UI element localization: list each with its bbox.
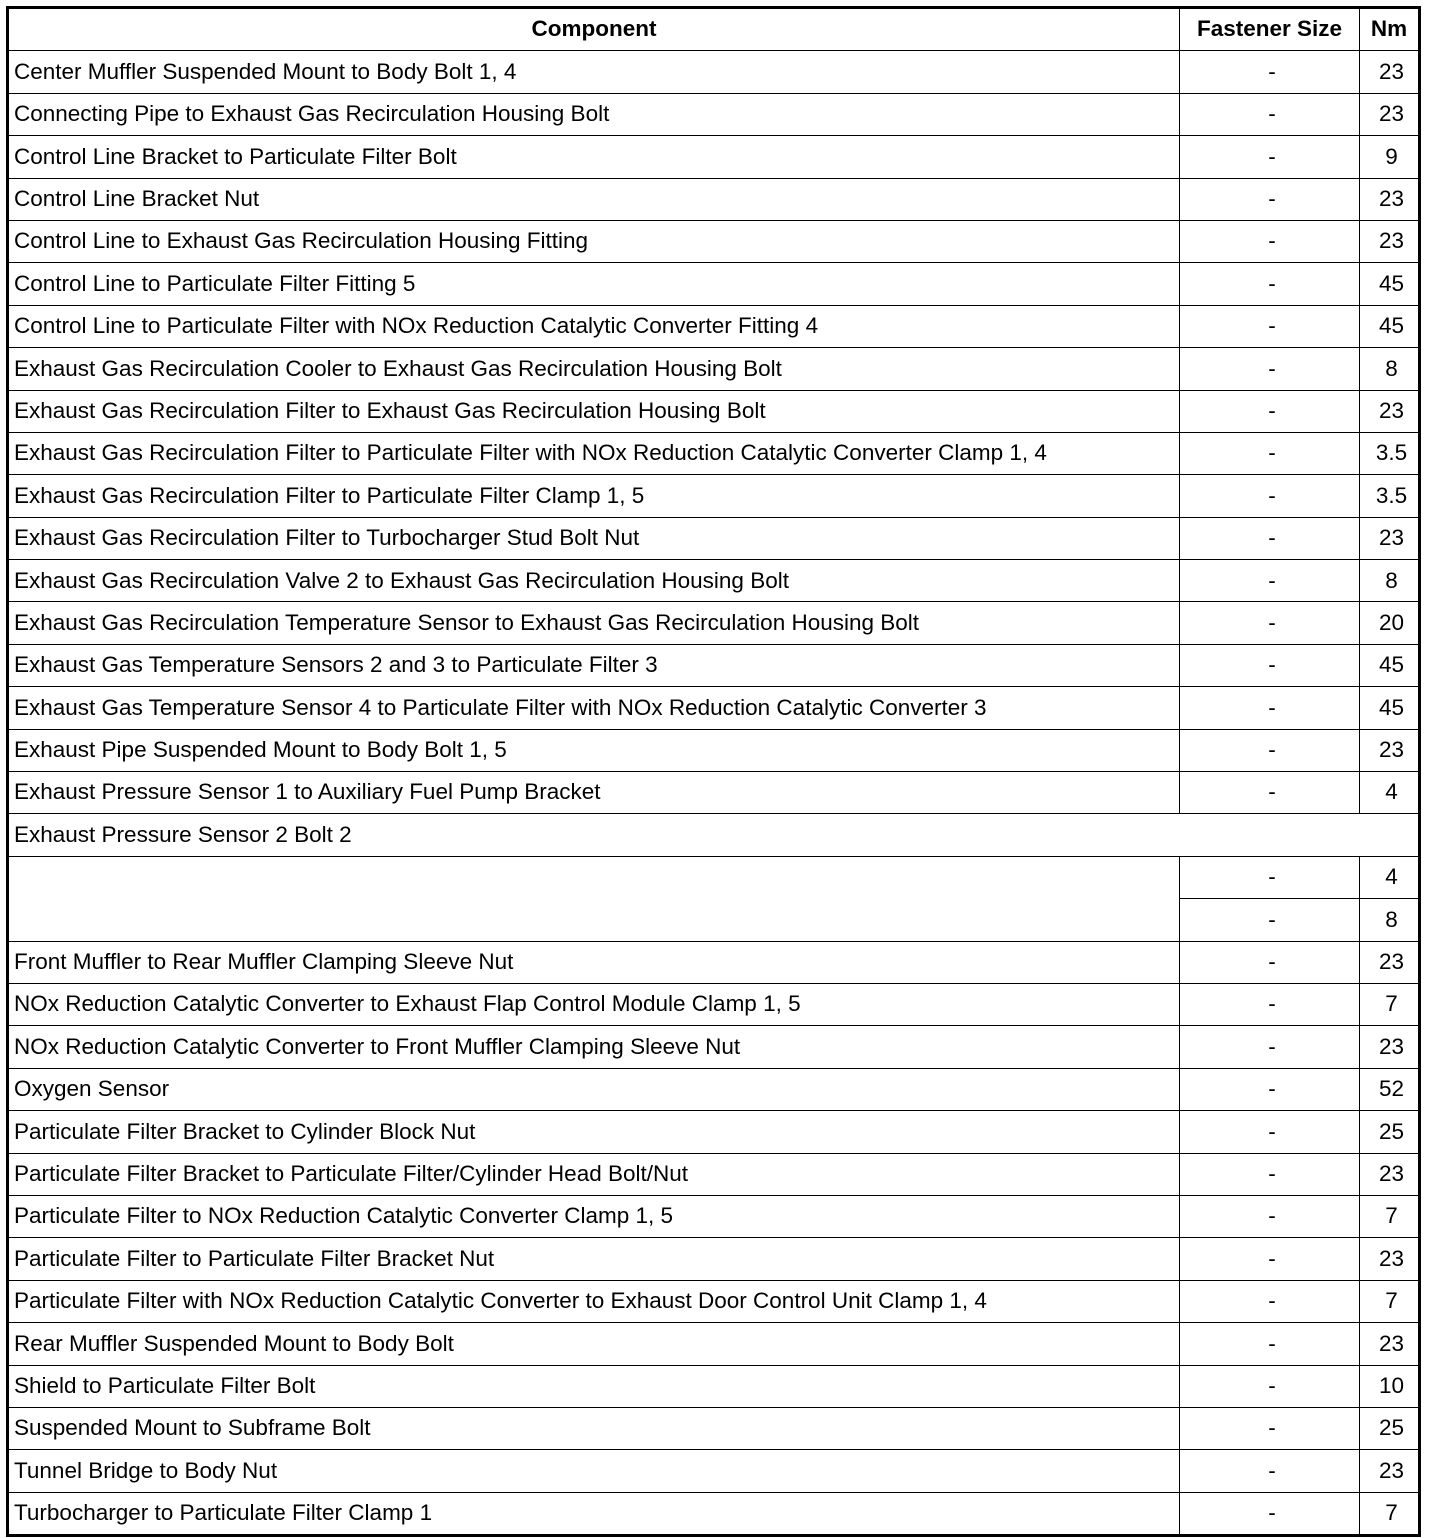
- component-cell: Rear Muffler Suspended Mount to Body Bolt: [8, 1323, 1180, 1365]
- component-cell: Control Line Bracket to Particulate Filter Bolt: [8, 136, 1180, 178]
- torque-nm-cell: 4: [1360, 772, 1420, 814]
- torque-nm-cell: 23: [1360, 1450, 1420, 1492]
- table-row: [8, 1492, 1420, 1535]
- torque-nm-cell: 8: [1360, 899, 1420, 941]
- component-cell: Exhaust Gas Recirculation Filter to Turbocharger Stud Bolt Nut: [8, 517, 1180, 559]
- table-row: [8, 1280, 1420, 1322]
- component-cell: Control Line Bracket Nut: [8, 178, 1180, 220]
- torque-nm-cell: 9: [1360, 136, 1420, 178]
- fastener-size-cell: -: [1180, 51, 1360, 93]
- table-row: [8, 432, 1420, 474]
- component-cell: Oxygen Sensor: [8, 1068, 1180, 1110]
- fastener-size-cell: -: [1180, 1450, 1360, 1492]
- torque-nm-cell: 23: [1360, 178, 1420, 220]
- component-cell: Exhaust Gas Recirculation Valve 2 to Exhaust Gas Recirculation Housing Bolt: [8, 560, 1180, 602]
- fastener-size-cell: -: [1180, 983, 1360, 1025]
- torque-nm-cell: 52: [1360, 1068, 1420, 1110]
- component-cell: Control Line to Exhaust Gas Recirculation Housing Fitting: [8, 220, 1180, 262]
- torque-nm-cell: 25: [1360, 1111, 1420, 1153]
- table-row: [8, 1323, 1420, 1365]
- component-cell: Exhaust Gas Temperature Sensor 4 to Particulate Filter with NOx Reduction Catalytic Converter 3: [8, 687, 1180, 729]
- torque-nm-cell: 23: [1360, 1153, 1420, 1195]
- torque-spec-table: [6, 6, 1421, 1537]
- torque-nm-cell: 23: [1360, 1323, 1420, 1365]
- torque-nm-cell: 45: [1360, 263, 1420, 305]
- table-row: [8, 687, 1420, 729]
- component-cell: NOx Reduction Catalytic Converter to Front Muffler Clamping Sleeve Nut: [8, 1026, 1180, 1068]
- component-cell: Exhaust Gas Recirculation Filter to Particulate Filter Clamp 1, 5: [8, 475, 1180, 517]
- component-cell: Exhaust Gas Temperature Sensors 2 and 3 to Particulate Filter 3: [8, 644, 1180, 686]
- component-cell: Particulate Filter Bracket to Cylinder Block Nut: [8, 1111, 1180, 1153]
- table-row: [8, 305, 1420, 347]
- torque-nm-cell: 25: [1360, 1407, 1420, 1449]
- torque-nm-cell: 23: [1360, 729, 1420, 771]
- torque-nm-cell: 7: [1360, 1195, 1420, 1237]
- table-row: [8, 51, 1420, 93]
- fastener-size-cell: -: [1180, 687, 1360, 729]
- torque-nm-cell: 3.5: [1360, 475, 1420, 517]
- torque-nm-cell: 23: [1360, 1238, 1420, 1280]
- header-row: [8, 8, 1420, 51]
- torque-nm-cell: 7: [1360, 983, 1420, 1025]
- fastener-size-cell: -: [1180, 1280, 1360, 1322]
- torque-nm-cell: 23: [1360, 517, 1420, 559]
- component-cell: Particulate Filter to Particulate Filter Bracket Nut: [8, 1238, 1180, 1280]
- fastener-size-cell: -: [1180, 136, 1360, 178]
- table-row: [8, 644, 1420, 686]
- component-cell: Exhaust Gas Recirculation Filter to Exhaust Gas Recirculation Housing Bolt: [8, 390, 1180, 432]
- group-sub-row: [8, 856, 1420, 898]
- component-cell: Connecting Pipe to Exhaust Gas Recirculation Housing Bolt: [8, 93, 1180, 135]
- fastener-size-cell: -: [1180, 432, 1360, 474]
- fastener-size-cell: -: [1180, 305, 1360, 347]
- table-row: [8, 1195, 1420, 1237]
- torque-nm-cell: 7: [1360, 1492, 1420, 1535]
- torque-nm-cell: 4: [1360, 856, 1420, 898]
- table-row: [8, 560, 1420, 602]
- table-row: [8, 1153, 1420, 1195]
- fastener-size-cell: -: [1180, 1492, 1360, 1535]
- component-cell: Particulate Filter with NOx Reduction Catalytic Converter to Exhaust Door Control Unit Clamp 1, 4: [8, 1280, 1180, 1322]
- fastener-size-cell: -: [1180, 644, 1360, 686]
- fastener-size-cell: -: [1180, 1365, 1360, 1407]
- table-row: [8, 1407, 1420, 1449]
- group-header-row: [8, 814, 1420, 856]
- table-row: [8, 729, 1420, 771]
- torque-nm-cell: 8: [1360, 348, 1420, 390]
- table-row: [8, 1026, 1420, 1068]
- header-component: Component: [8, 8, 1180, 51]
- table-row: [8, 93, 1420, 135]
- component-cell: Exhaust Gas Recirculation Temperature Sensor to Exhaust Gas Recirculation Housing Bolt: [8, 602, 1180, 644]
- torque-nm-cell: 23: [1360, 390, 1420, 432]
- torque-nm-cell: 45: [1360, 644, 1420, 686]
- table-row: [8, 1068, 1420, 1110]
- table-row: [8, 1450, 1420, 1492]
- torque-nm-cell: 45: [1360, 687, 1420, 729]
- fastener-size-cell: -: [1180, 93, 1360, 135]
- component-cell: Tunnel Bridge to Body Nut: [8, 1450, 1180, 1492]
- fastener-size-cell: -: [1180, 560, 1360, 602]
- component-cell: Particulate Filter Bracket to Particulate Filter/Cylinder Head Bolt/Nut: [8, 1153, 1180, 1195]
- torque-nm-cell: 23: [1360, 941, 1420, 983]
- table-row: [8, 1111, 1420, 1153]
- table-row: [8, 517, 1420, 559]
- torque-nm-cell: 45: [1360, 305, 1420, 347]
- header-fastener-size: Fastener Size: [1180, 8, 1360, 51]
- fastener-size-cell: -: [1180, 856, 1360, 898]
- fastener-size-cell: -: [1180, 1407, 1360, 1449]
- fastener-size-cell: -: [1180, 517, 1360, 559]
- table-row: [8, 772, 1420, 814]
- component-cell: NOx Reduction Catalytic Converter to Exhaust Flap Control Module Clamp 1, 5: [8, 983, 1180, 1025]
- table-row: [8, 983, 1420, 1025]
- component-cell: Exhaust Pressure Sensor 1 to Auxiliary Fuel Pump Bracket: [8, 772, 1180, 814]
- fastener-size-cell: -: [1180, 390, 1360, 432]
- fastener-size-cell: -: [1180, 1026, 1360, 1068]
- torque-nm-cell: 10: [1360, 1365, 1420, 1407]
- table-body: [8, 51, 1420, 1536]
- component-cell: Front Muffler to Rear Muffler Clamping Sleeve Nut: [8, 941, 1180, 983]
- torque-nm-cell: 7: [1360, 1280, 1420, 1322]
- torque-nm-cell: 23: [1360, 93, 1420, 135]
- fastener-size-cell: -: [1180, 729, 1360, 771]
- torque-nm-cell: 23: [1360, 51, 1420, 93]
- torque-nm-cell: 8: [1360, 560, 1420, 602]
- torque-nm-cell: 20: [1360, 602, 1420, 644]
- fastener-size-cell: -: [1180, 941, 1360, 983]
- component-cell: Turbocharger to Particulate Filter Clamp 1: [8, 1492, 1180, 1535]
- group-component-blank-cell: [8, 856, 1180, 941]
- table-row: [8, 178, 1420, 220]
- fastener-size-cell: -: [1180, 263, 1360, 305]
- component-cell: Suspended Mount to Subframe Bolt: [8, 1407, 1180, 1449]
- table-row: [8, 1365, 1420, 1407]
- fastener-size-cell: -: [1180, 602, 1360, 644]
- table-row: [8, 602, 1420, 644]
- fastener-size-cell: -: [1180, 1068, 1360, 1110]
- table-row: [8, 348, 1420, 390]
- component-cell: Exhaust Pipe Suspended Mount to Body Bolt 1, 5: [8, 729, 1180, 771]
- component-cell: Exhaust Gas Recirculation Filter to Particulate Filter with NOx Reduction Catalytic Converter Clamp 1, 4: [8, 432, 1180, 474]
- component-cell: Control Line to Particulate Filter Fitting 5: [8, 263, 1180, 305]
- fastener-size-cell: -: [1180, 1195, 1360, 1237]
- table-row: [8, 390, 1420, 432]
- component-cell: Particulate Filter to NOx Reduction Catalytic Converter Clamp 1, 5: [8, 1195, 1180, 1237]
- torque-nm-cell: 23: [1360, 1026, 1420, 1068]
- torque-nm-cell: 3.5: [1360, 432, 1420, 474]
- fastener-size-cell: -: [1180, 772, 1360, 814]
- table-row: [8, 136, 1420, 178]
- header-nm: Nm: [1360, 8, 1420, 51]
- fastener-size-cell: -: [1180, 475, 1360, 517]
- table-row: [8, 475, 1420, 517]
- fastener-size-cell: -: [1180, 348, 1360, 390]
- fastener-size-cell: -: [1180, 178, 1360, 220]
- component-cell: Control Line to Particulate Filter with NOx Reduction Catalytic Converter Fitting 4: [8, 305, 1180, 347]
- fastener-size-cell: -: [1180, 220, 1360, 262]
- table-row: [8, 220, 1420, 262]
- group-label-cell: Exhaust Pressure Sensor 2 Bolt 2: [8, 814, 1420, 856]
- table-row: [8, 941, 1420, 983]
- component-cell: Center Muffler Suspended Mount to Body Bolt 1, 4: [8, 51, 1180, 93]
- component-cell: Shield to Particulate Filter Bolt: [8, 1365, 1180, 1407]
- fastener-size-cell: -: [1180, 1111, 1360, 1153]
- table-row: [8, 263, 1420, 305]
- fastener-size-cell: -: [1180, 899, 1360, 941]
- torque-nm-cell: 23: [1360, 220, 1420, 262]
- fastener-size-cell: -: [1180, 1323, 1360, 1365]
- component-cell: Exhaust Gas Recirculation Cooler to Exhaust Gas Recirculation Housing Bolt: [8, 348, 1180, 390]
- fastener-size-cell: -: [1180, 1153, 1360, 1195]
- fastener-size-cell: -: [1180, 1238, 1360, 1280]
- table-row: [8, 1238, 1420, 1280]
